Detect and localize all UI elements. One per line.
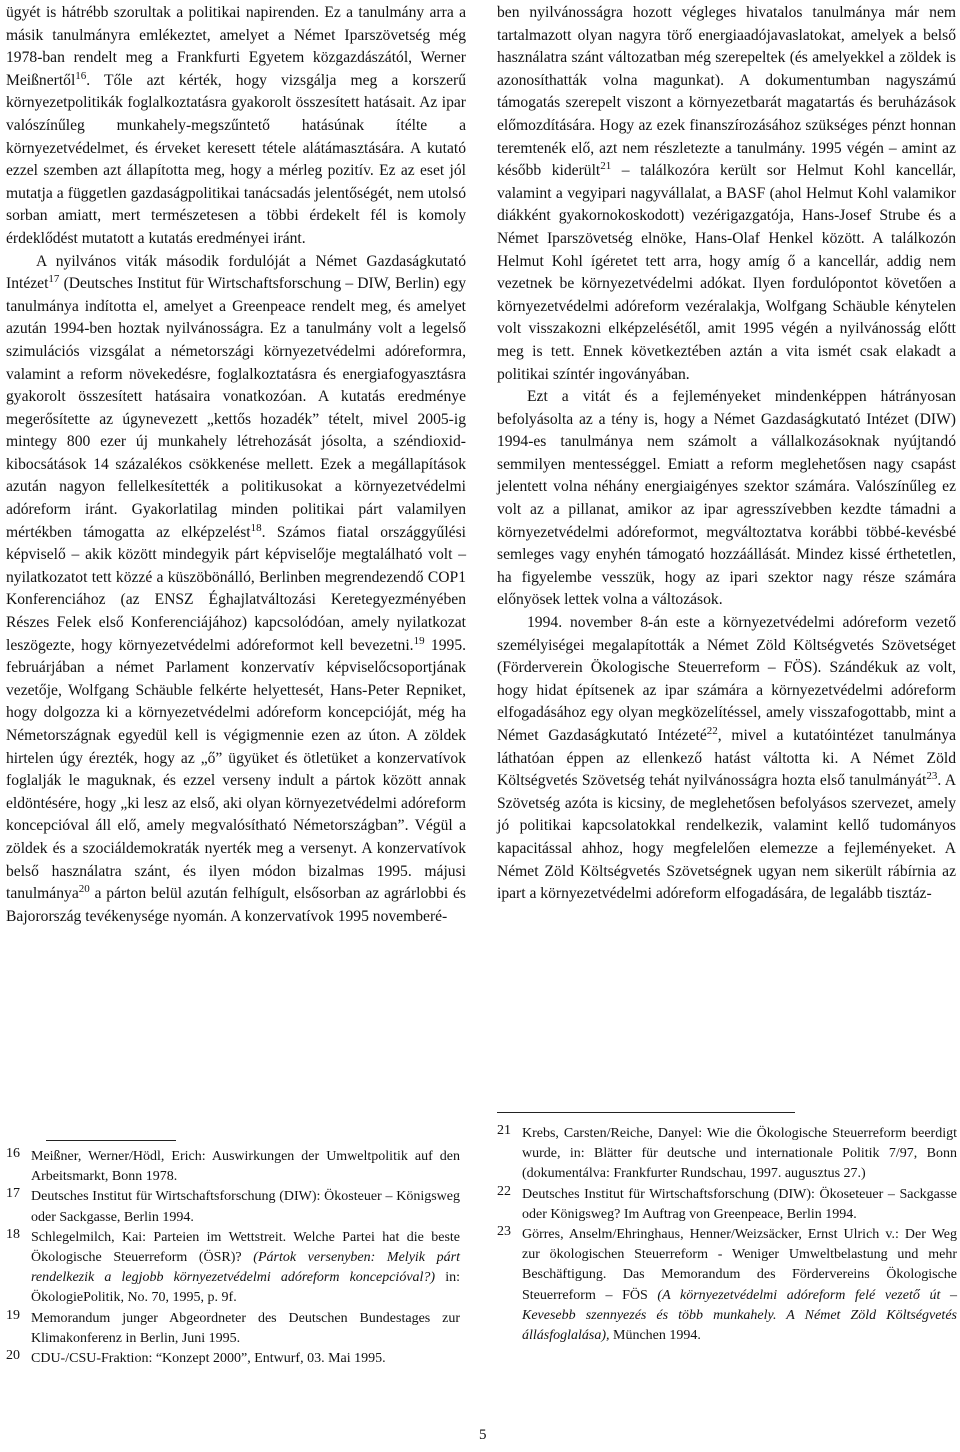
footnote-ref[interactable]: 18 xyxy=(250,521,262,534)
footnote-number: 17 xyxy=(6,1186,20,1202)
footnote-number: 22 xyxy=(497,1183,511,1199)
footnote-number: 21 xyxy=(497,1123,511,1138)
footnote-ref[interactable]: 23 xyxy=(926,770,938,783)
paragraph: 1994. november 8-án este a környezetvédelmi adóreform vezető személyiségei megalapították a Német Zöld Költségvetés Szövetséget (Förderverein Ökologische Steuerreform – FÖS). Szándékuk az volt, hogy hidat építsenek az ipar számára a környezetvédelmi adóreform elfogadásához egy olyan megközelítéssel, amely visszafogottabb, mint a Német Gazdaságkutató Intézeté$^{22}$, mivel a kutatóintézet tanulmánya láthatóan éppen az ellenkező hatást váltotta ki. A Német Zöld Költségvetés Szövetség tehát nyilvánosságra hozta első tanulmányát$^{23}$. A Szövetség azóta is kicsiny, de meglehetősen befolyásos szervezet, amely jó politikai kapcsolatokkal rendelkezik, valamint kellő tudományos kapacitással ahhoz, hogy megfelelően elemezze a fejleményeket. A Német Zöld Költségvetés Szövetségnek ugyan nem sikerült rábírnia az ipart a környezetvédelmi adóreform elfogadására, de legalább tisztáz- xyxy=(497,614,956,903)
footnote-number: 20 xyxy=(6,1348,20,1364)
footnote: 19 Memorandum junger Abgeordneter des Deutschen Bundestages zur Klimakonferenz in Berlin, Juni 1995. xyxy=(6,1307,460,1346)
footnote-number: 16 xyxy=(6,1146,20,1161)
footnote: 18 Schlegelmilch, Kai: Parteien im Wettstreit. Welche Partei hat die beste Ökologische Steuerreform (ÖSR)? (Pártok versenyben: Melyik párt rendelkezik a legjobb környezetvédelmi adóreform koncepcióval?) in: ÖkologiePolitik, No. 70, 1995, p. 9f. xyxy=(6,1226,460,1306)
footnote-divider xyxy=(46,1140,176,1141)
footnote-ref[interactable]: 22 xyxy=(706,725,718,737)
paragraph: ben nyilvánosságra hozott végleges hivatalos tanulmánya már nem tartalmazott olyan nagyra törő energiaadójavaslatokat, amelyek a belső használatra szánt változatban még szerepeltek (és amelyekkel a zöldek is azonosíthatták volna magunkat). A dokumentumban nagyszámú támogatás szerepelt viszont a környezetbarát magatartás és beruházások előmozdítására. Hogy az ezek finanszírozásához szükséges pénzt honnan teremtenék elő, azt nem részletezte a tanulmány. 1995 végén – amint az később kiderült$^{21}$ – találkozóra került sor Helmut Kohl kancellár, valamint a vegyipari nagyvállalat, a BASF (ahol Helmut Kohl valamikor diákként gyakornokoskodott) vezérigazgatója, Hans-Josef Strube és a Német Iparszövetség elnöke, Hans-Olaf Henkel között. A találkozón Helmut Kohl ígéretet tett arra, hogy amíg ő a kancellár, addig nem vezetnek be környezetvédelmi adókat. Ilyen fordulópontot követően a környezetvédelmi adóreform vezéralakja, Wolfgang Schäuble kénytelen volt visszakozni elképzelésétől, amit 1995 végén a nyilvánosság előtt meg is tett. Ennek következtében aztán a vita ismét csak elakadt a politikai színtér ingoványában. xyxy=(497,4,957,383)
paragraph: Ezt a vitát és a fejleményeket mindenképpen hátrányosan befolyásolta az a tény is, hogy a Német Gazdaságkutató Intézet (DIW) 1994-es tanulmánya nem számolt a vállalkozásoknak nyújtandó semmilyen mentességgel. Emiatt a reform meglehetősen nagy csapást jelentett volna néhány energiaigényes szektor számára. Valószínűleg ez volt az a pillanat, amikor az ipar agresszívebben kezdte támadni a környezetvédelmi adóreformot, megváltoztatva korábbi többé-kevésbé semleges vagy enyhén támogató hozzáállását. Mindez kissé érthetetlen, ha figyelembe vesszük, hogy az ipari szektor nagy része számára előnyösek lettek volna a változások. xyxy=(497,388,956,609)
footnote-number: 23 xyxy=(497,1224,511,1240)
paragraph: ügyét is hátrébb szorultak a politikai napirenden. Ez a tanulmány arra a másik tanulmányra emlékeztet, amelyet a Német Iparszövetség még 1978-ban rendelt meg a Frankfurti Egyetem közgazdászától, Werner Meißnertől$^{16}$. Tőle azt kérték, hogy vizsgálja meg a korszerű környezetpolitikák foglalkoztatásra gyakorolt összesített hatásait. Az ipar valószínűleg munkahely-megszűntető hatásúnak ítélte a környezetvédelmet, és érveket keresett tétele alátámasztására. A kutató ezzel szemben azt állapította meg, hogy a mérleg pozitív. Ez az eset jól mutatja a független gazdaságpolitikai tanácsadás jelentőségét, nem utolsó sorban amiatt, mert természetesen a többi érdekelt fél is komoly érdeklődést mutatott a kutatás eredményei iránt. xyxy=(6,4,466,247)
footnote: 17 Deutsches Institut für Wirtschaftsforschung (DIW): Ökosteuer – Königsweg oder Sackgasse, Berlin 1994. xyxy=(6,1186,460,1225)
footnote: 20 CDU-/CSU-Fraktion: “Konzept 2000”, Entwurf, 03. Mai 1995. xyxy=(6,1348,386,1367)
footnote-ref[interactable]: 16 xyxy=(75,69,87,82)
footnote-ref[interactable]: 20 xyxy=(78,883,90,896)
page-number: 5 xyxy=(479,1427,487,1443)
footnote-ref[interactable]: 17 xyxy=(48,273,60,286)
footnote-ref[interactable]: 21 xyxy=(600,160,612,173)
footnote: 22 Deutsches Institut für Wirtschaftsforschung (DIW): Ökoseteuer – Sackgasse oder Königsweg? Im Auftrag von Greenpeace, Berlin 1994. xyxy=(497,1183,957,1222)
footnote-number: 18 xyxy=(6,1226,20,1242)
footnote-divider xyxy=(497,1112,795,1113)
footnote: 21 Krebs, Carsten/Reiche, Danyel: Wie die Ökologische Steuerreform beerdigt wurde, in: Blätter für deutsche und internationale Politik 7/97, Bonn (dokumentálva: Frankfurter Rundschau, 1997. augusztus 27.) xyxy=(497,1123,957,1182)
right-column xyxy=(497,2,956,906)
footnote-number: 19 xyxy=(6,1307,20,1323)
paragraph: A nyilvános viták második fordulóját a Német Gazdaságkutató Intézet$^{17}$ (Deutsches Institut für Wirtschaftsforschung – DIW, Berlin) egy tanulmánya indította el, amelyet a Greenpeace rendelt meg, és amelyet azután 1994-ben hoztak nyilvánosságra. Ez a tanulmány volt a legelső szimulációs vizsgálat a németországi környezetvédelmi adóreformra, valamint a reform növekedésre, foglalkoztatásra és energiafogyasztásra gyakorolt összesített hatásaira vonatkozóan. A kutatás eredménye megerősítette az úgynevezett „kettős hozadék” tételt, mivel 2005-ig mintegy 800 ezer új munkahely létrehozását jósolta, a széndioxid-kibocsátások 14 százalékos csökkenése mellett. Ezek a megállapítások azután nagyon fellelkesítették a politikusokat a környezetvédelmi adóreform iránt. Gyakorlatilag minden politikai párt valamilyen mértékben támogatta az elképzelést$^{18}$. Számos fiatal országgyűlési képviselő – akik között mindegyik párt képviselője megtalálható volt – nyilatkozatot tett közzé a küszöbönálló, Berlinben megrendezendő COP1 Konferenciához (az ENSZ Éghajlatváltozási Keretegyezményében Részes Felek első Konferenciájához) kapcsolódóan, amely nyilatkozat leszögezte, hogy környezetvédelmi adóreformot kell bevezetni.$^{19}$ 1995. februárjában a német Parlament konzervatív képviselőcsoportjának vezetője, Wolfgang Schäuble felkérte helyettesét, Hans-Peter Repniket, hogy dolgozza ki a környezetvédelmi adóreform koncepcióját, még ha Németországnak egyedül kell is végigmennie ezen az úton. A zöldek hirtelen úgy érezték, hogy az „ő” ügyüket és ötletüket a konzervatívok foglalják le maguknak, és ezzel verseny indult a pártok között annak eldöntésére, hogy „ki lesz az első, aki olyan környezetvédelmi adóreform koncepcióval áll elő, amely megvalósítható Németországban”. Végül a zöldek és a szociáldemokraták nyerték meg a versenyt. A konzervatívok belső használatra szánt, és ilyen módon bizalmas 1995. májusi tanulmánya$^{20}$ a párton belül azután felhígult, elsősorban az agrárlobbi és Bajorország tevékenysége nyomán. A konzervatívok 1995 novemberé- xyxy=(6,252,467,925)
left-column xyxy=(6,2,466,928)
footnote: 23 Görres, Anselm/Ehringhaus, Henner/Weizsäcker, Ernst Ulrich v.: Der Weg zur ökologischen Steuerreform - Weniger Umweltbelastung und mehr Beschäftigung. Das Memorandum des Fördervereins Ökologische Steuerreform – FÖS (A környezetvédelmi adóreform felé vezető út – Kevesebb szennyezés és több munkahely. A Német Zöld Költségvetés állásfoglalása), München 1994. xyxy=(497,1224,957,1344)
footnotes-right xyxy=(497,1124,957,1346)
footnote: 16 Meißner, Werner/Hödl, Erich: Auswirkungen der Umweltpolitik auf den Arbeitsmarkt, Bonn 1978. xyxy=(6,1146,460,1185)
footnote-ref[interactable]: 19 xyxy=(413,634,425,647)
footnotes-left xyxy=(6,1147,460,1369)
